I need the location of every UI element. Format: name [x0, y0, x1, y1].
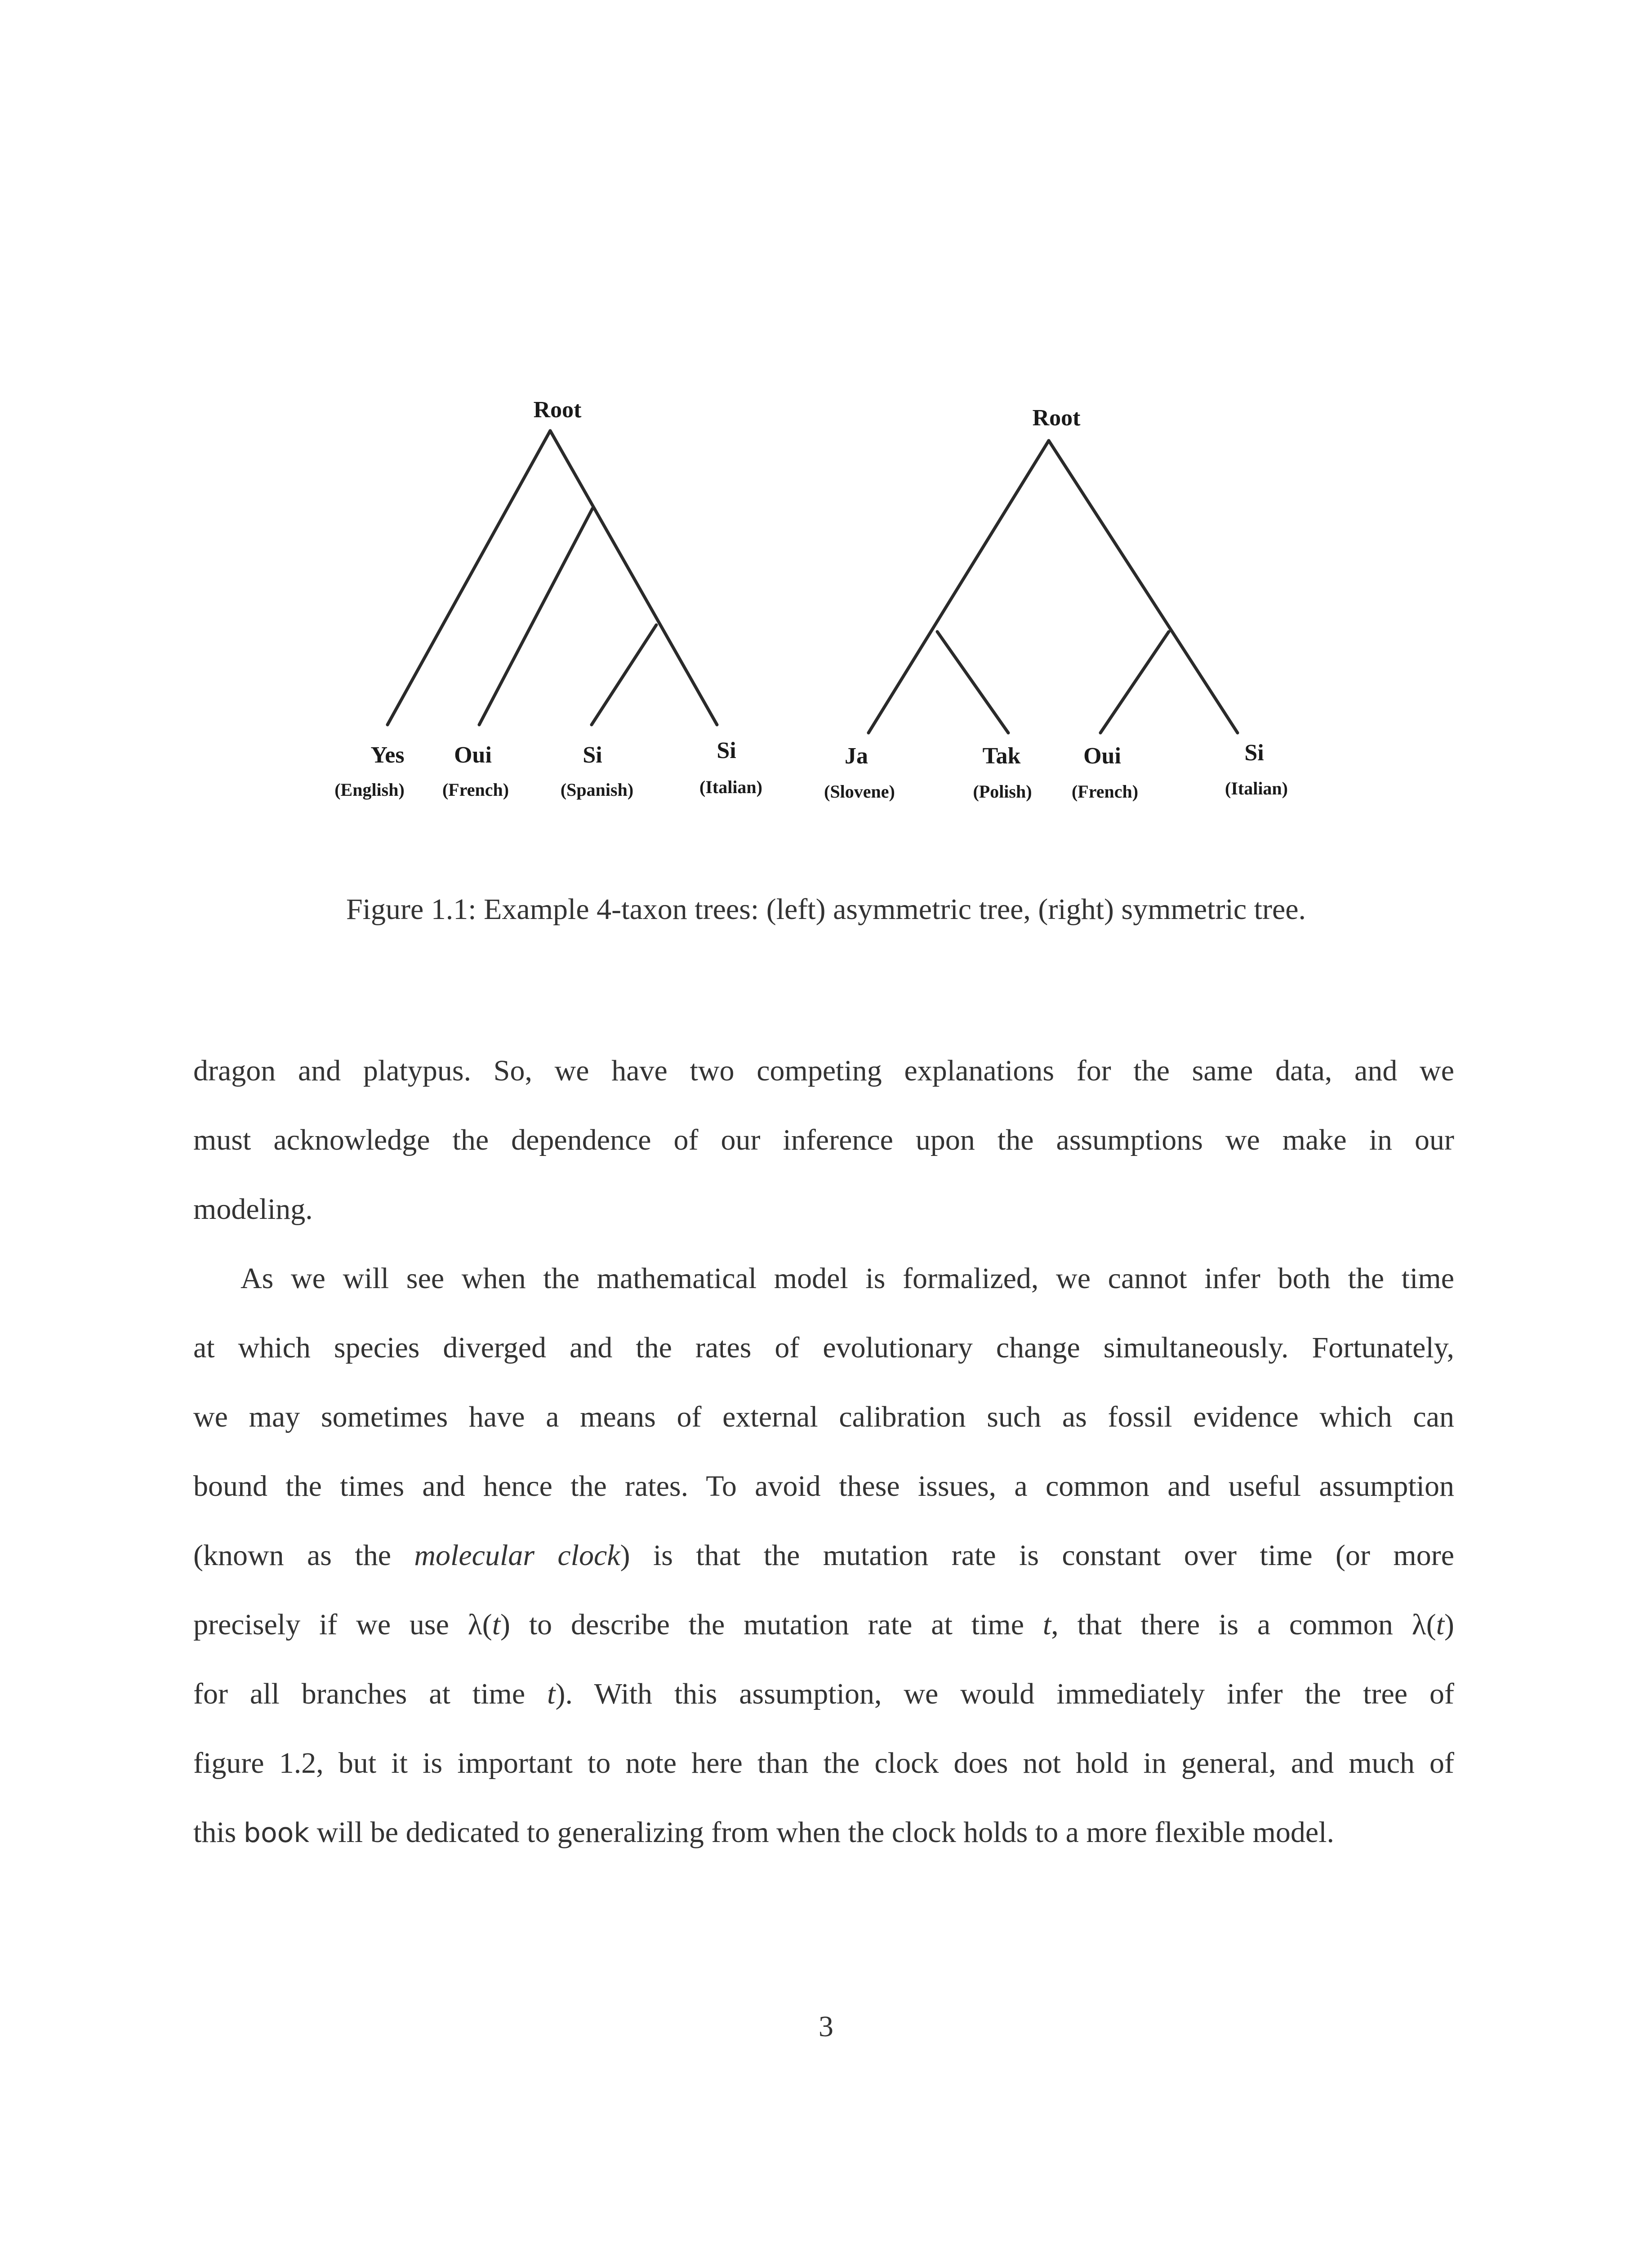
- paragraph-line: at which species diverged and the rates of evolutionary change simultaneously. Fortunately,: [193, 1331, 1454, 1364]
- right-tree-branch: [937, 632, 1008, 733]
- tree-diagrams: [0, 0, 1652, 854]
- text-run: precisely if we use λ(: [193, 1608, 492, 1641]
- text-run: this: [193, 1816, 244, 1849]
- left-leaf-word: Si: [717, 738, 736, 763]
- left-tree-branch: [479, 508, 592, 725]
- left-tree-branch: [592, 625, 656, 725]
- paragraph-line: bound the times and hence the rates. To avoid these issues, a common and useful assumption: [193, 1470, 1454, 1503]
- left-tree-branch: [387, 431, 550, 725]
- left-leaf-language: (Spanish): [560, 780, 634, 800]
- right-leaf-word: Ja: [845, 743, 868, 769]
- text-run: ): [1444, 1608, 1455, 1641]
- figure-caption: Figure 1.1: Example 4-taxon trees: (left) asymmetric tree, (right) symmetric tree.: [346, 893, 1306, 926]
- right-tree-branch: [1100, 632, 1169, 733]
- math-var: t: [1436, 1608, 1445, 1641]
- paragraph-line: must acknowledge the dependence of our inference upon the assumptions we make in our: [193, 1124, 1454, 1156]
- paragraph-line: we may sometimes have a means of external calibration such as fossil evidence which can: [193, 1401, 1454, 1433]
- paragraph-line: [193, 1659, 1454, 1729]
- text-run: (known as the: [193, 1539, 414, 1572]
- math-var: t: [492, 1608, 501, 1641]
- left-tree-branch: [550, 431, 717, 725]
- left-leaf-word: Si: [583, 742, 602, 768]
- paragraph-line: [193, 1798, 1454, 1867]
- left-leaf-word: Yes: [370, 742, 405, 768]
- paragraph-line: modeling.: [193, 1193, 313, 1226]
- left-tree-root-label: Root: [533, 397, 582, 423]
- text-run: for all branches at time: [193, 1677, 548, 1710]
- left-leaf-word: Oui: [454, 742, 492, 768]
- right-leaf-language: (Polish): [973, 781, 1032, 802]
- right-leaf-language: (Slovene): [824, 781, 895, 802]
- math-var: t: [1042, 1608, 1051, 1641]
- book-word: book: [243, 1817, 310, 1849]
- paragraph-line: [193, 1521, 1454, 1590]
- text-run: ). With this assumption, we would immediately infer the tree of: [555, 1677, 1455, 1710]
- figure-1-1: [0, 0, 1652, 854]
- right-leaf-word: Oui: [1083, 743, 1121, 769]
- body-text: [193, 1036, 1454, 1867]
- paragraph-line: [193, 1590, 1454, 1659]
- right-leaf-language: (Italian): [1225, 778, 1288, 798]
- left-leaf-language: (French): [442, 780, 509, 800]
- text-run: will be dedicated to generalizing from when the clock holds to a more flexible model.: [309, 1816, 1335, 1849]
- left-leaf-language: (English): [334, 780, 405, 800]
- text-run: ) is that the mutation rate is constant over time (or more: [620, 1539, 1455, 1572]
- right-tree-branch: [868, 441, 1049, 733]
- left-leaf-language: (Italian): [699, 777, 762, 797]
- paragraph-line: figure 1.2, but it is important to note here than the clock does not hold in general, and much of: [193, 1747, 1454, 1780]
- right-tree-branch: [1049, 441, 1238, 733]
- paragraph-line: As we will see when the mathematical model is formalized, we cannot infer both the time: [240, 1262, 1454, 1295]
- molecular-clock-term: molecular clock: [414, 1539, 620, 1572]
- right-leaf-language: (French): [1071, 781, 1139, 802]
- right-leaf-word: Tak: [982, 743, 1021, 769]
- math-var: t: [547, 1677, 556, 1710]
- text-run: ) to describe the mutation rate at time: [500, 1608, 1043, 1641]
- paragraph-line: dragon and platypus. So, we have two competing explanations for the same data, and we: [193, 1054, 1454, 1087]
- text-run: , that there is a common λ(: [1051, 1608, 1436, 1641]
- right-leaf-word: Si: [1244, 740, 1264, 766]
- right-tree-root-label: Root: [1032, 405, 1081, 431]
- page-number: 3: [819, 2010, 833, 2043]
